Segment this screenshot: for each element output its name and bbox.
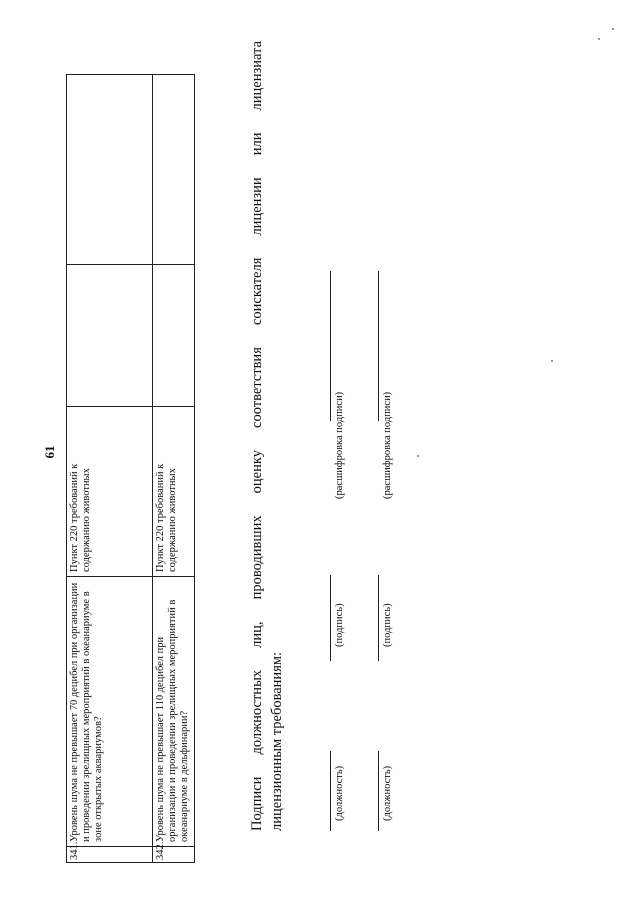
scan-speck xyxy=(598,38,600,40)
decode-caption: (расшифровка подписи) xyxy=(382,391,393,499)
page-number: 61 xyxy=(42,445,57,459)
question-cell: Уровень шума не превышает 70 децибел при организации и проведении зрелищных мероприятий в океанариуме в зоне открытых аквариумов? xyxy=(67,577,153,847)
position-line xyxy=(378,751,379,831)
signature-row xyxy=(318,271,348,831)
decode-line xyxy=(378,271,379,421)
scan-speck xyxy=(612,28,614,30)
table-row xyxy=(67,75,153,863)
position-line xyxy=(330,751,331,831)
position-caption: (должность) xyxy=(382,765,393,821)
signature-caption: (подпись) xyxy=(382,603,393,647)
row-number: 342. xyxy=(153,847,195,863)
signature-row xyxy=(366,271,396,831)
decode-line xyxy=(330,271,331,421)
note-cell xyxy=(67,75,153,265)
signature-line xyxy=(378,575,379,661)
answer-cell xyxy=(153,265,195,407)
signatures-heading-continuation: лицензионным требованиям: xyxy=(269,651,285,831)
signature-caption: (подпись) xyxy=(334,603,345,647)
row-number: 341. xyxy=(67,847,153,863)
requirements-table xyxy=(66,74,195,863)
reference-cell: Пункт 220 требований к содержанию животных xyxy=(153,407,195,577)
answer-cell xyxy=(67,265,153,407)
question-cell: Уровень шума не превышает 110 децибел при организации и проведении зрелищных мероприятий в океанариуме в дельфинарии? xyxy=(153,577,195,847)
scan-speck xyxy=(551,360,553,362)
table-row xyxy=(153,75,195,863)
note-cell xyxy=(153,75,195,265)
scan-speck xyxy=(417,455,419,457)
signatures-heading: Подписи должностных лиц, проводивших оценку соответствия соискателя лицензии или лицензиата xyxy=(249,41,265,831)
reference-cell: Пункт 220 требований к содержанию животных xyxy=(67,407,153,577)
position-caption: (должность) xyxy=(334,765,345,821)
signature-line xyxy=(330,575,331,661)
decode-caption: (расшифровка подписи) xyxy=(334,391,345,499)
